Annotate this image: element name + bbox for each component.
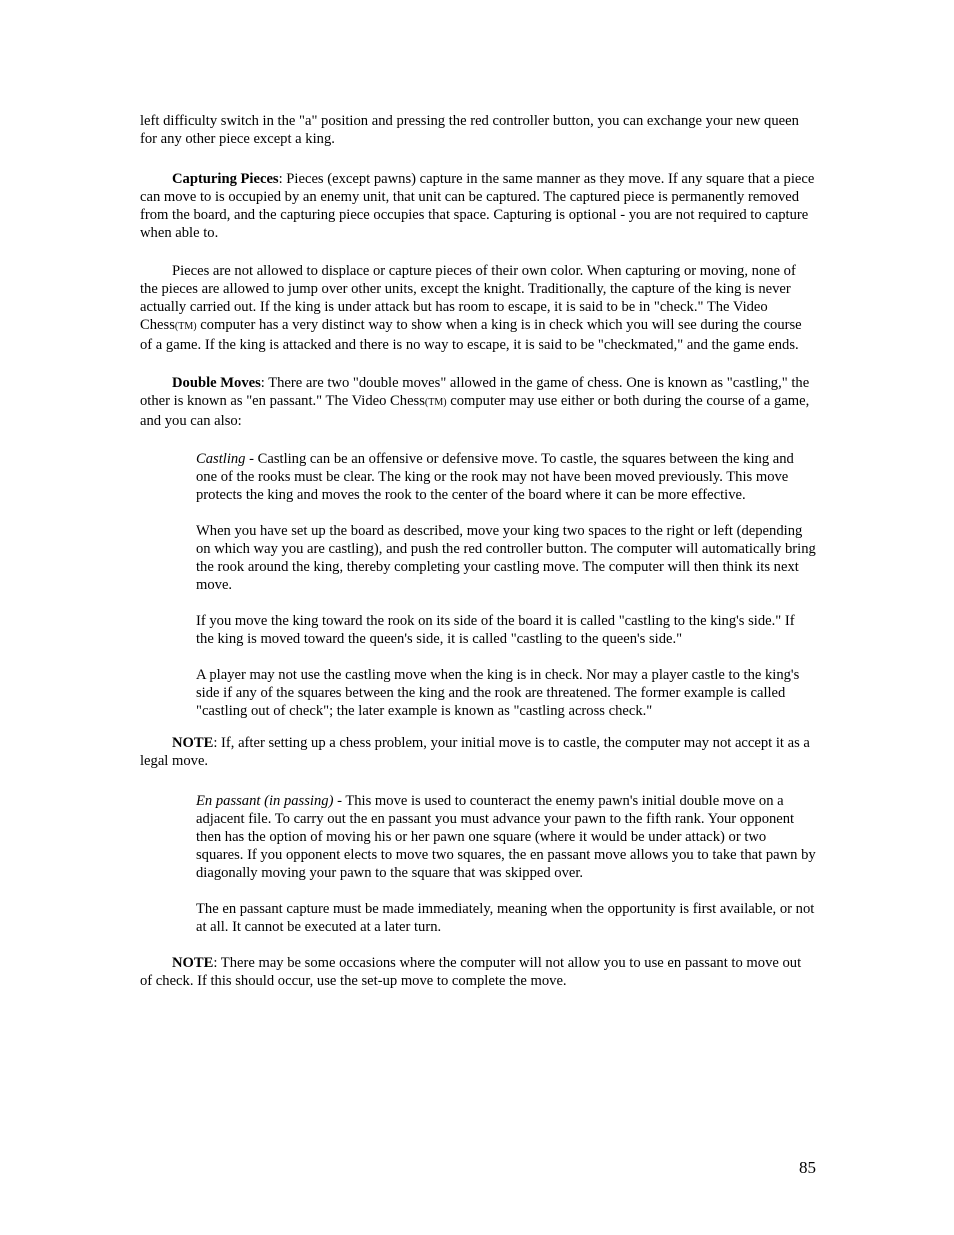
note-label: NOTE (172, 955, 214, 971)
note-en-passant-text: : There may be some occasions where the computer will not allow you to use en passant to move out of check. If this should occur, use the set-up move to complete the move. (140, 955, 802, 989)
double-moves-text-a: : There are two "double moves" allowed in the game of chess. One is known as "castling," the other is known as "en passant." The Video Chess (140, 375, 810, 409)
trademark-mark: (TM) (174, 321, 197, 332)
en-passant-term: En passant (in passing) (196, 793, 334, 809)
document-body (140, 112, 816, 1010)
double-moves-text-b: computer may use either or both during the course of a game, and you can also: (140, 393, 810, 429)
double-moves-paragraph (140, 374, 816, 430)
castling-term: Castling (196, 451, 246, 467)
pieces-rules-text-a: Pieces are not allowed to displace or capture pieces of their own color. When capturing or moving, none of the pieces are allowed to jump over other units, except the knight. Traditionally, the capture of the king is never actually carried out. If the king is under attack but has room to escape, it is said to be in "check." The Video Chess (140, 263, 796, 333)
en-passant-paragraph (196, 792, 816, 882)
intro-paragraph: left difficulty switch in the "a" position and pressing the red controller button, you can exchange your new queen for any other piece except a king. (140, 113, 799, 147)
castling-sides-paragraph: If you move the king toward the rook on its side of the board it is called "castling to the king's side." If the king is moved toward the queen's side, it is called "castling to the queen's side." (196, 613, 795, 647)
castling-restrictions-paragraph: A player may not use the castling move when the king is in check. Nor may a player castle to the king's side if any of the squares between the king and the rook are threatened. The former example is called "castling out of check"; the later example is known as "castling across check." (196, 667, 800, 719)
capturing-pieces-paragraph (140, 170, 816, 242)
en-passant-timing-paragraph: The en passant capture must be made immediately, meaning when the opportunity is first available, or not at all. It cannot be executed at a later turn. (196, 901, 815, 935)
note-castling-paragraph (140, 734, 816, 770)
pieces-rules-paragraph (140, 262, 816, 354)
page-number: 85 (799, 1158, 816, 1177)
castling-paragraph (196, 450, 816, 504)
en-passant-text: - This move is used to counteract the enemy pawn's initial double move on a adjacent file. To carry out the en passant you must advance your pawn to the fifth rank. Your opponent then has the option of moving his or her pawn one square (where it would be under attack) or two squares. If you opponent elects to move two squares, the en passant move allows you to take that pawn by diagonally moving your pawn to the square that was skipped over. (196, 793, 816, 881)
trademark-mark: (TM) (424, 397, 447, 408)
note-en-passant-paragraph (140, 954, 816, 990)
castling-text: - Castling can be an offensive or defensive move. To castle, the squares between the king and one of the rooks must be clear. The king or the rook may not have been moved previously. This move protects the king and moves the rook to the center of the board where it can be more effective. (196, 451, 794, 503)
note-label: NOTE (172, 735, 214, 751)
capturing-pieces-heading: Capturing Pieces (172, 171, 279, 187)
pieces-rules-text-b: computer has a very distinct way to show when a king is in check which you will see during the course of a game. If the king is attacked and there is no way to escape, it is said to be "checkmated," and the game ends. (140, 317, 802, 353)
castling-procedure-paragraph: When you have set up the board as described, move your king two spaces to the right or left (depending on which way you are castling), and push the red controller button. The computer will automatically bring the rook around the king, thereby completing your castling move. The computer will then think its next move. (196, 523, 816, 593)
note-castling-text: : If, after setting up a chess problem, your initial move is to castle, the computer may not accept it as a legal move. (140, 735, 810, 769)
capturing-pieces-text: : Pieces (except pawns) capture in the same manner as they move. If any square that a piece can move to is occupied by an enemy unit, that unit can be captured. The captured piece is permanently removed from the board, and the capturing piece occupies that space. Capturing is optional - you are not required to capture when able to. (140, 171, 815, 241)
double-moves-heading: Double Moves (172, 375, 261, 391)
